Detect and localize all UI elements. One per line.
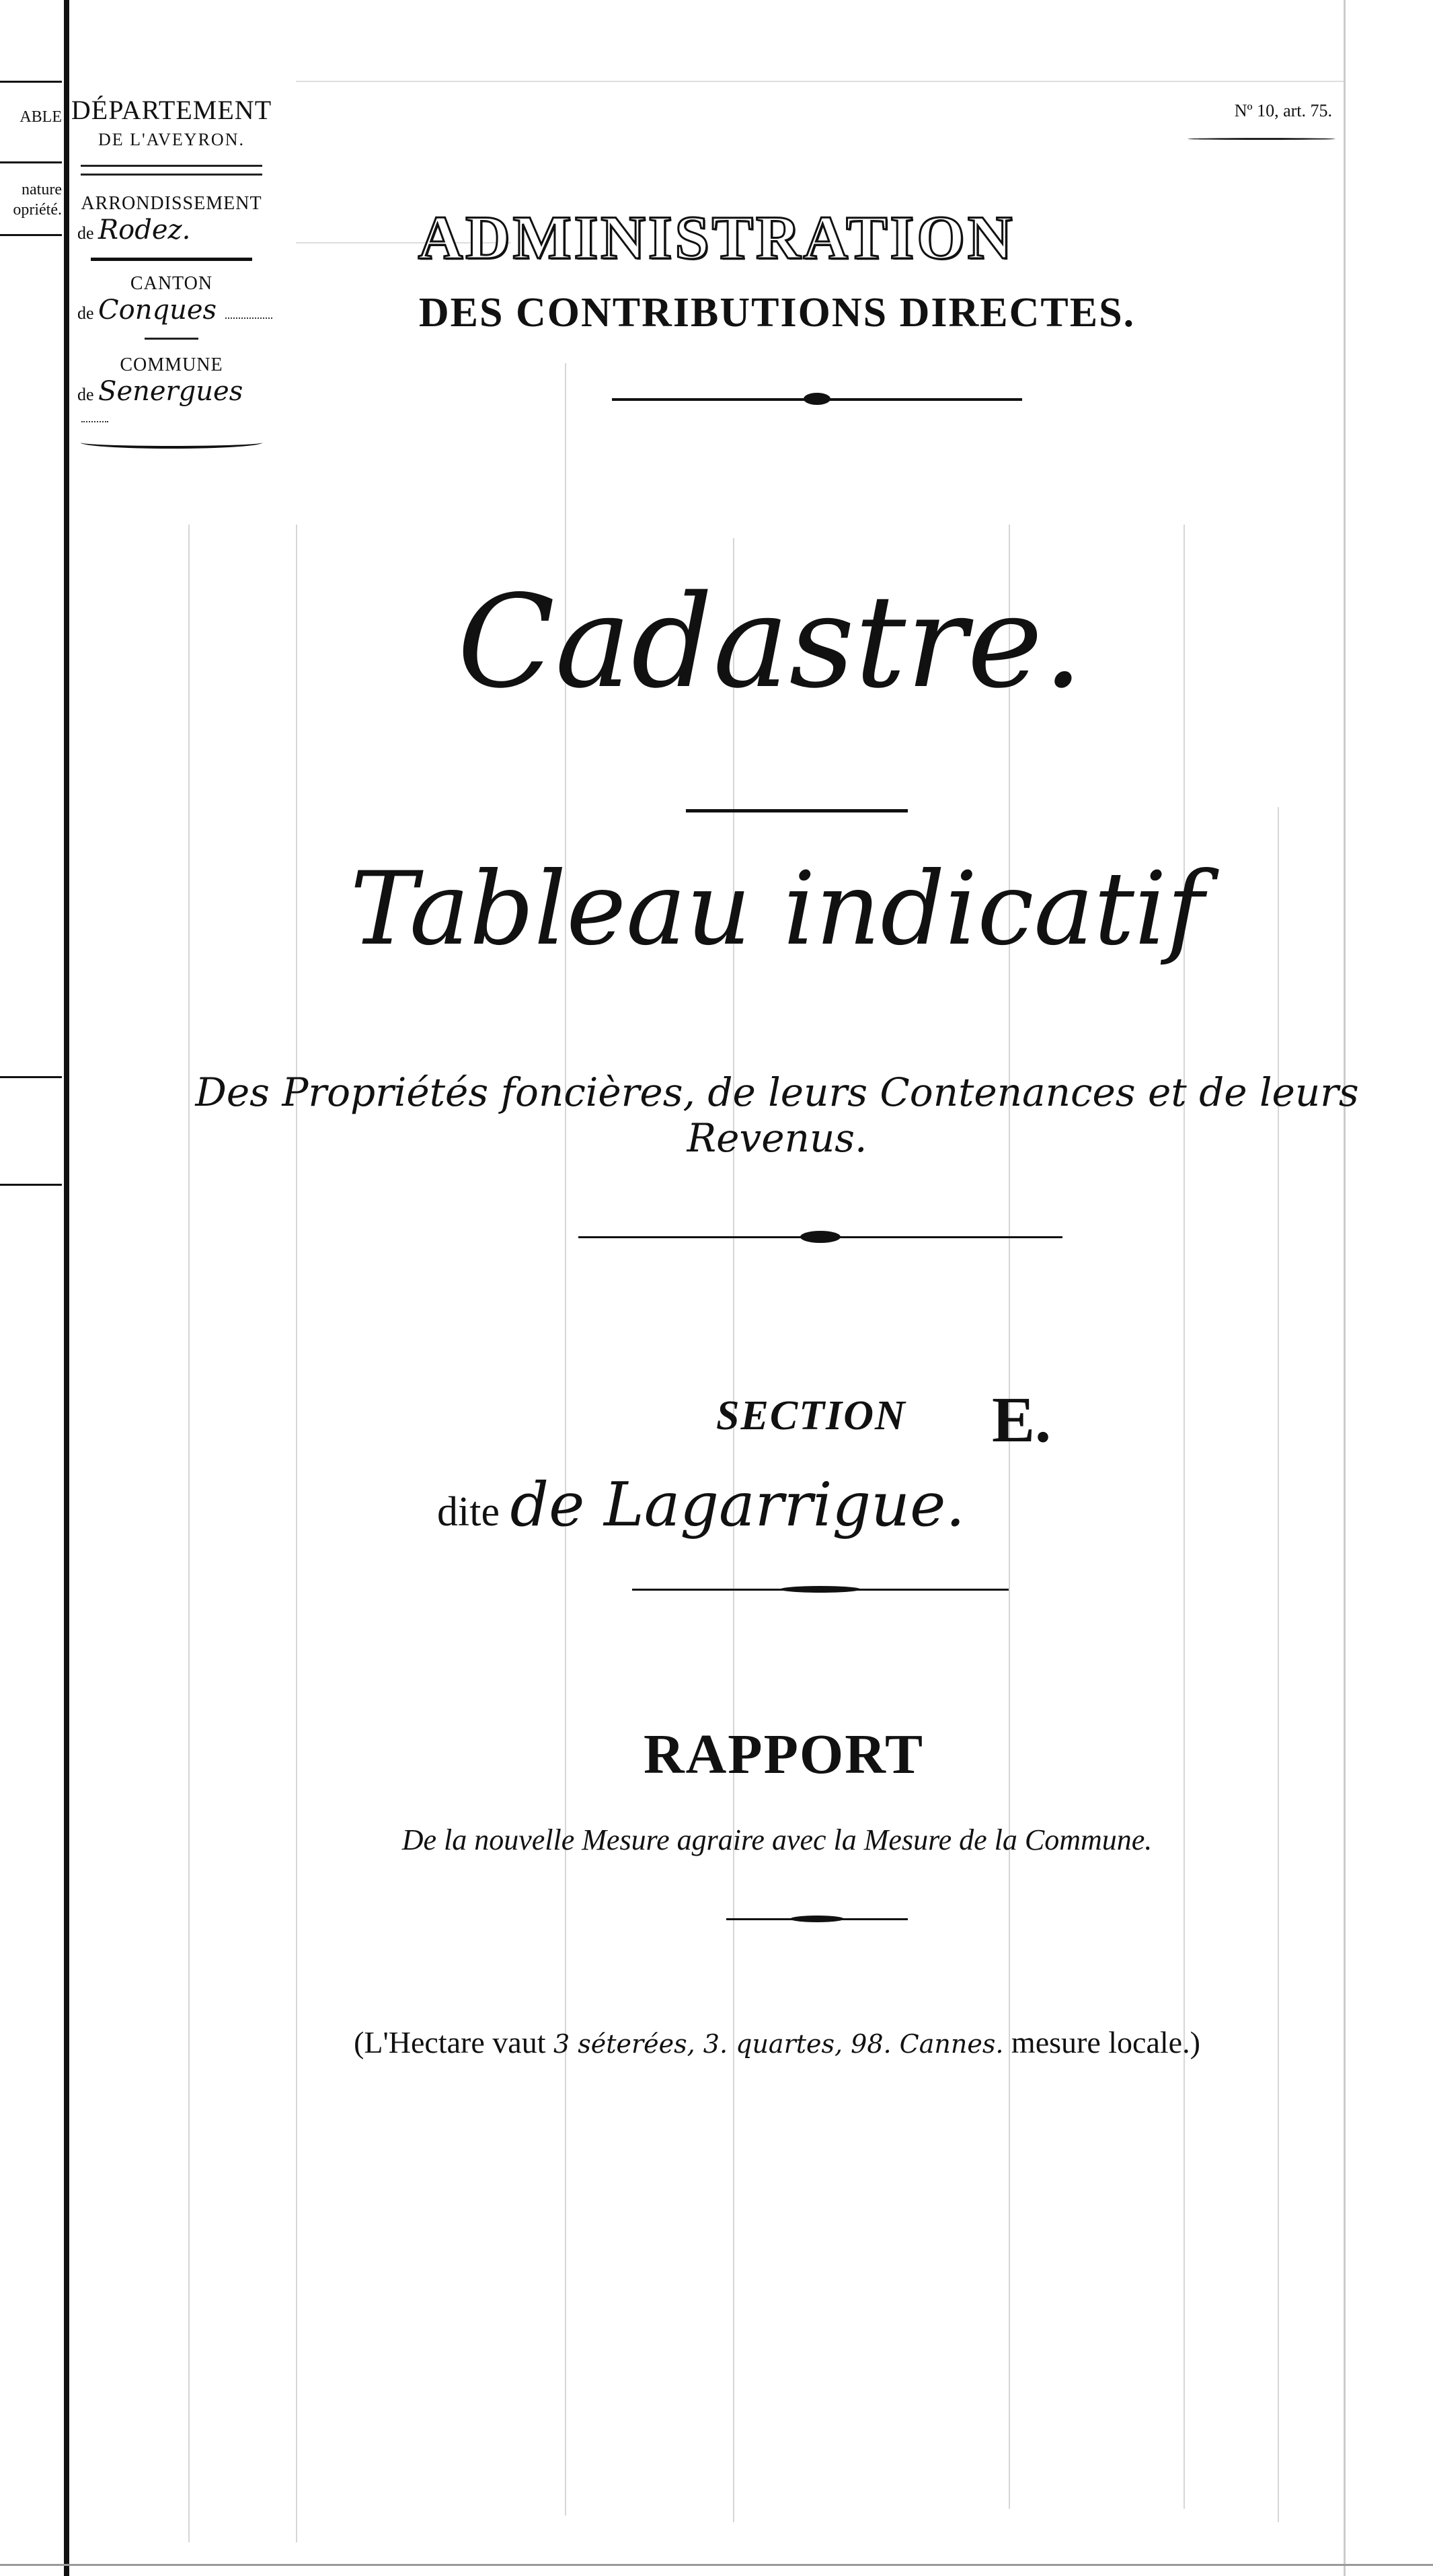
canton-prefix: de [77,303,94,323]
strip-text: opriété. [13,201,62,219]
rule [145,338,198,340]
canton-value: Conques [98,295,217,326]
commune-label: COMMUNE [120,354,223,375]
dite-field [437,1470,965,1540]
arrondissement-label: ARRONDISSEMENT [81,193,262,214]
commune-field [71,376,272,427]
rapport-subtitle: De la nouvelle Mesure agraire avec la Mesure de la Commune. [401,1823,1153,1856]
rule [81,174,262,176]
section-label: SECTION [716,1393,906,1439]
commune-value: Senergues [98,376,243,407]
strip-rule [0,1184,62,1186]
faint-rule [1009,525,1010,2509]
faint-rule [1184,525,1185,2509]
right-margin-line [1344,0,1346,2576]
canton-label: CANTON [130,273,213,294]
dite-value: de Lagarrigue. [510,1470,965,1540]
ornament-dot [800,1231,841,1243]
hectare-line [0,2024,1433,2060]
faint-rule [1278,807,1279,2522]
hectare-prefix: (L'Hectare vaut [354,2025,546,2059]
section-letter: E. [992,1384,1052,1455]
dite-label: dite [437,1489,500,1535]
binding-strip [0,0,69,2576]
ornament-dot [780,1586,861,1593]
hectare-value: 3 séterées, 3. quartes, 98. Cannes. [553,2029,1004,2059]
ornament-divider [686,809,908,812]
curved-rule [81,437,262,449]
faint-rule [296,525,297,2542]
arr-value: Rodez. [98,215,191,245]
rule [81,165,262,167]
ornament-divider [578,1236,1062,1238]
ornament-divider [612,398,1022,401]
reference-rule [1188,138,1335,140]
ornament-divider [726,1918,908,1920]
strip-text: ABLE [20,108,62,126]
strip-rule [0,161,62,163]
title-administration: ADMINISTRATION [418,203,1015,272]
strip-rule [0,81,62,83]
rapport-title: RAPPORT [643,1723,925,1786]
arr-prefix: de [77,223,94,243]
bottom-edge-rule [0,2564,1433,2566]
faint-rule [188,525,190,2542]
aveyron-label: DE L'AVEYRON. [98,130,245,149]
strip-text: nature [22,181,62,198]
reference-number: Nº 10, art. 75. [1234,101,1332,120]
tableau-subtitle: Des Propriétés foncières, de leurs Contenances et de leurs Revenus. [195,1069,1359,1161]
ornament-divider [632,1589,1009,1591]
ornament-dot [790,1916,844,1922]
ornament-dot [804,393,830,405]
cadastre-title: Cadastre. [457,568,1084,716]
commune-prefix: de [77,385,94,404]
departement-label: DÉPARTEMENT [71,95,272,125]
title-contributions: DES CONTRIBUTIONS DIRECTES. [418,290,1136,336]
dotted-leader [81,421,108,422]
hectare-suffix: mesure locale.) [1011,2025,1200,2059]
tableau-title: Tableau indicatif [350,851,1204,968]
faint-rule [296,81,1345,82]
